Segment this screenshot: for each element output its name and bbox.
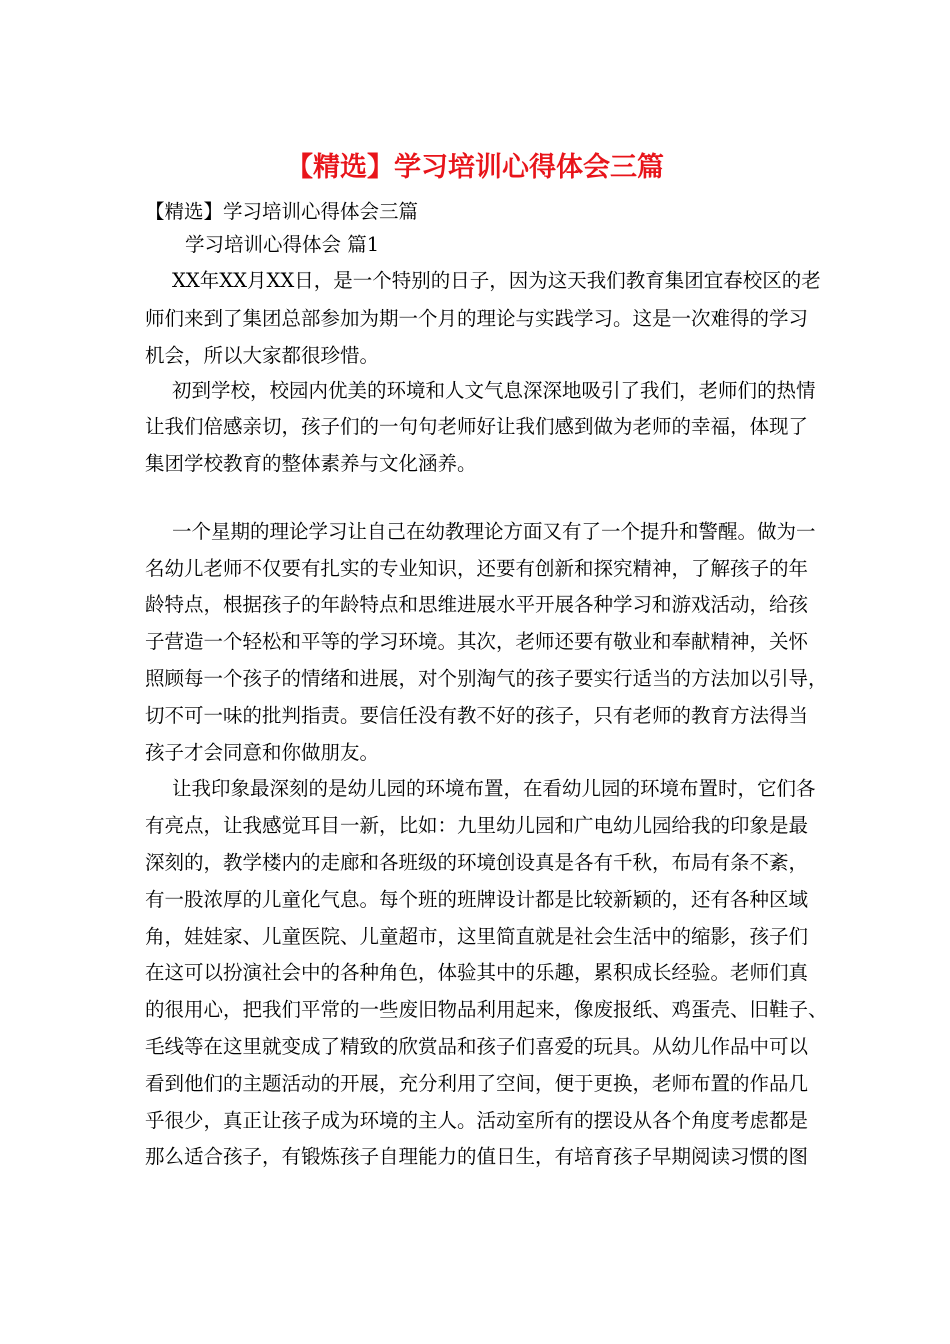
paragraph-line: 子营造一个轻松和平等的学习环境。其次，老师还要有敬业和奉献精神，关怀 [145,630,809,653]
document-title: 【精选】学习培训心得体会三篇 [286,152,664,183]
paragraph-line: 初到学校，校园内优美的环境和人文气息深深地吸引了我们，老师们的热情 [172,379,816,402]
paragraph-line: 机会，所以大家都很珍惜。 [145,344,380,367]
paragraph-line: 那么适合孩子，有锻炼孩子自理能力的值日生，有培育孩子早期阅读习惯的图 [145,1145,809,1168]
paragraph-line: 一个星期的理论学习让自己在幼教理论方面又有了一个提升和警醒。做为一 [172,520,816,543]
paragraph-line: 龄特点，根据孩子的年龄特点和思维进展水平开展各种学习和游戏活动，给孩 [145,593,809,616]
paragraph-line: 乎很少，真正让孩子成为环境的主人。活动室所有的摆设从各个角度考虑都是 [145,1109,809,1132]
paragraph-line: 名幼儿老师不仅要有扎实的专业知识，还要有创新和探究精神，了解孩子的年 [145,557,809,580]
paragraph-line: 切不可一味的批判指责。要信任没有教不好的孩子，只有老师的教育方法得当 [145,704,809,727]
paragraph-line: 毛线等在这里就变成了精致的欣赏品和孩子们喜爱的玩具。从幼儿作品中可以 [145,1035,809,1058]
section-heading: 学习培训心得体会 篇1 [185,233,380,256]
paragraph-line: 角，娃娃家、儿童医院、儿童超市，这里简直就是社会生活中的缩影，孩子们 [145,925,809,948]
paragraph-line: 集团学校教育的整体素养与文化涵养。 [145,452,477,475]
paragraph-line: 看到他们的主题活动的开展，充分利用了空间，便于更换，老师布置的作品几 [145,1072,809,1095]
paragraph-line: 孩子才会同意和你做朋友。 [145,741,380,764]
paragraph-line: 的很用心，把我们平常的一些废旧物品利用起来，像废报纸、鸡蛋壳、旧鞋子、 [145,998,828,1021]
paragraph-line: 深刻的，教学楼内的走廊和各班级的环境创设真是各有千秋，布局有条不紊， [145,851,809,874]
document-subtitle: 【精选】学习培训心得体会三篇 [145,200,419,223]
paragraph-line: 照顾每一个孩子的情绪和进展，对个别淘气的孩子要实行适当的方法加以引导， [145,667,828,690]
paragraph-line: 师们来到了集团总部参加为期一个月的理论与实践学习。这是一次难得的学习 [145,307,809,330]
paragraph-line: 让我印象最深刻的是幼儿园的环境布置，在看幼儿园的环境布置时，它们各 [172,777,816,800]
paragraph-line: 有亮点，让我感觉耳目一新，比如：九里幼儿园和广电幼儿园给我的印象是最 [145,814,809,837]
paragraph-line: 让我们倍感亲切，孩子们的一句句老师好让我们感到做为老师的幸福，体现了 [145,415,809,438]
paragraph-line: 有一股浓厚的儿童化气息。每个班的班牌设计都是比较新颖的，还有各种区域 [145,888,809,911]
paragraph-line: 在这可以扮演社会中的各种角色，体验其中的乐趣，累积成长经验。老师们真 [145,961,809,984]
paragraph-line: XX年XX月XX日，是一个特别的日子，因为这天我们教育集团宜春校区的老 [172,269,821,292]
